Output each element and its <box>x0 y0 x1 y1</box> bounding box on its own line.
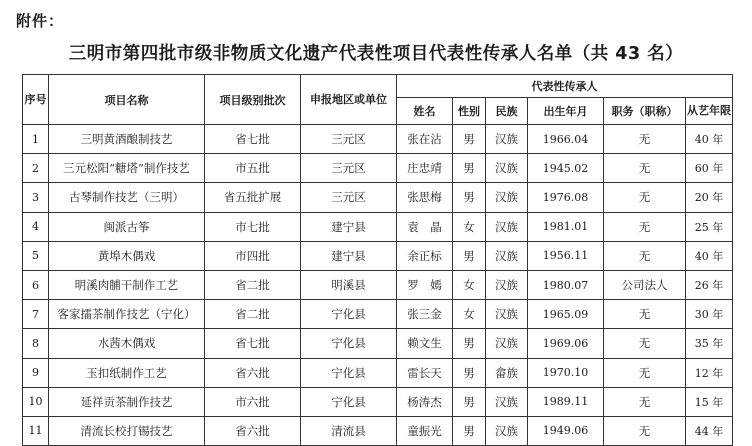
cell-ethnicity: 汉族 <box>486 212 528 241</box>
cell-level: 市四批 <box>205 241 301 270</box>
cell-level: 省二批 <box>205 300 301 329</box>
cell-position: 无 <box>604 329 686 358</box>
cell-position: 无 <box>604 125 686 154</box>
cell-position: 无 <box>604 300 686 329</box>
cell-years: 30 年 <box>686 300 733 329</box>
header-years: 从艺年限 <box>686 98 733 125</box>
cell-project: 三元松阳“糖塔”制作技艺 <box>49 154 205 183</box>
cell-gender: 女 <box>453 300 486 329</box>
cell-years: 15 年 <box>686 387 733 416</box>
cell-position: 无 <box>604 241 686 270</box>
cell-region: 宁化县 <box>301 387 397 416</box>
cell-name: 杨涛杰 <box>397 387 453 416</box>
cell-position: 无 <box>604 183 686 212</box>
cell-birth: 1965.09 <box>528 300 604 329</box>
cell-project: 古琴制作技艺（三明） <box>49 183 205 212</box>
cell-seq: 9 <box>23 358 49 387</box>
cell-gender: 男 <box>453 183 486 212</box>
cell-name: 余正标 <box>397 241 453 270</box>
cell-region: 三元区 <box>301 125 397 154</box>
table-row <box>23 329 733 358</box>
header-name: 姓名 <box>397 98 453 125</box>
cell-ethnicity: 汉族 <box>486 300 528 329</box>
header-birth: 出生年月 <box>528 98 604 125</box>
cell-level: 省六批 <box>205 358 301 387</box>
cell-region: 建宁县 <box>301 212 397 241</box>
cell-gender: 男 <box>453 241 486 270</box>
cell-region: 宁化县 <box>301 329 397 358</box>
cell-position: 无 <box>604 387 686 416</box>
header-region: 申报地区或单位 <box>301 75 397 125</box>
inheritor-table <box>22 74 733 446</box>
cell-gender: 男 <box>453 154 486 183</box>
cell-project: 闽派古筝 <box>49 212 205 241</box>
cell-name: 张三金 <box>397 300 453 329</box>
cell-position: 无 <box>604 416 686 445</box>
cell-seq: 10 <box>23 387 49 416</box>
table-row <box>23 387 733 416</box>
cell-project: 玉扣纸制作工艺 <box>49 358 205 387</box>
cell-birth: 1949.06 <box>528 416 604 445</box>
cell-position: 无 <box>604 154 686 183</box>
cell-ethnicity: 汉族 <box>486 125 528 154</box>
table-row <box>23 154 733 183</box>
cell-ethnicity: 汉族 <box>486 241 528 270</box>
cell-region: 宁化县 <box>301 300 397 329</box>
table-row <box>23 125 733 154</box>
cell-region: 宁化县 <box>301 358 397 387</box>
cell-ethnicity: 汉族 <box>486 387 528 416</box>
cell-region: 三元区 <box>301 154 397 183</box>
cell-project: 清流长校打锡技艺 <box>49 416 205 445</box>
cell-gender: 男 <box>453 125 486 154</box>
cell-birth: 1969.06 <box>528 329 604 358</box>
table-row <box>23 270 733 299</box>
cell-birth: 1989.11 <box>528 387 604 416</box>
cell-years: 44 年 <box>686 416 733 445</box>
cell-region: 清流县 <box>301 416 397 445</box>
cell-birth: 1980.07 <box>528 270 604 299</box>
table-row <box>23 241 733 270</box>
cell-seq: 5 <box>23 241 49 270</box>
cell-ethnicity: 畲族 <box>486 358 528 387</box>
cell-level: 省七批 <box>205 329 301 358</box>
cell-project: 黄埠木偶戏 <box>49 241 205 270</box>
cell-name: 雷长天 <box>397 358 453 387</box>
cell-level: 市六批 <box>205 387 301 416</box>
cell-birth: 1970.10 <box>528 358 604 387</box>
header-position: 职务（职称） <box>604 98 686 125</box>
cell-seq: 11 <box>23 416 49 445</box>
cell-region: 建宁县 <box>301 241 397 270</box>
cell-seq: 3 <box>23 183 49 212</box>
cell-years: 20 年 <box>686 183 733 212</box>
cell-level: 市七批 <box>205 212 301 241</box>
cell-project: 明溪肉脯干制作工艺 <box>49 270 205 299</box>
cell-seq: 8 <box>23 329 49 358</box>
table-row <box>23 416 733 445</box>
cell-gender: 女 <box>453 270 486 299</box>
cell-seq: 4 <box>23 212 49 241</box>
header-ethnicity: 民族 <box>486 98 528 125</box>
cell-name: 赖文生 <box>397 329 453 358</box>
cell-seq: 2 <box>23 154 49 183</box>
cell-project: 水茜木偶戏 <box>49 329 205 358</box>
cell-level: 市五批 <box>205 154 301 183</box>
cell-birth: 1945.02 <box>528 154 604 183</box>
cell-years: 26 年 <box>686 270 733 299</box>
cell-region: 明溪县 <box>301 270 397 299</box>
header-seq: 序号 <box>23 75 49 125</box>
header-gender: 性别 <box>453 98 486 125</box>
cell-ethnicity: 汉族 <box>486 270 528 299</box>
cell-name: 张思梅 <box>397 183 453 212</box>
cell-name: 庄忠靖 <box>397 154 453 183</box>
table-row <box>23 212 733 241</box>
table-row <box>23 358 733 387</box>
table-row <box>23 300 733 329</box>
cell-years: 40 年 <box>686 241 733 270</box>
cell-birth: 1966.04 <box>528 125 604 154</box>
header-inheritor-group: 代表性传承人 <box>397 75 733 98</box>
cell-position: 无 <box>604 358 686 387</box>
cell-years: 40 年 <box>686 125 733 154</box>
cell-birth: 1956.11 <box>528 241 604 270</box>
cell-years: 60 年 <box>686 154 733 183</box>
cell-seq: 6 <box>23 270 49 299</box>
cell-years: 35 年 <box>686 329 733 358</box>
cell-gender: 男 <box>453 358 486 387</box>
cell-seq: 1 <box>23 125 49 154</box>
cell-birth: 1981.01 <box>528 212 604 241</box>
cell-project: 客家擂茶制作技艺（宁化） <box>49 300 205 329</box>
cell-ethnicity: 汉族 <box>486 329 528 358</box>
cell-project: 延祥贡茶制作技艺 <box>49 387 205 416</box>
cell-name: 袁 晶 <box>397 212 453 241</box>
cell-level: 省六批 <box>205 416 301 445</box>
cell-ethnicity: 汉族 <box>486 416 528 445</box>
cell-name: 童振光 <box>397 416 453 445</box>
cell-years: 25 年 <box>686 212 733 241</box>
cell-name: 罗 嫣 <box>397 270 453 299</box>
cell-ethnicity: 汉族 <box>486 154 528 183</box>
cell-name: 张在沾 <box>397 125 453 154</box>
cell-ethnicity: 汉族 <box>486 183 528 212</box>
attachment-label: 附件： <box>16 12 65 30</box>
cell-region: 三元区 <box>301 183 397 212</box>
cell-gender: 男 <box>453 416 486 445</box>
cell-position: 公司法人 <box>604 270 686 299</box>
document-title: 三明市第四批市级非物质文化遗产代表性项目代表性传承人名单（共 43 名） <box>68 44 684 64</box>
table-row <box>23 183 733 212</box>
cell-birth: 1976.08 <box>528 183 604 212</box>
header-level: 项目级别批次 <box>205 75 301 125</box>
cell-level: 省七批 <box>205 125 301 154</box>
cell-position: 无 <box>604 212 686 241</box>
cell-seq: 7 <box>23 300 49 329</box>
cell-level: 省二批 <box>205 270 301 299</box>
cell-project: 三明黄酒酿制技艺 <box>49 125 205 154</box>
cell-years: 12 年 <box>686 358 733 387</box>
cell-level: 省五批扩展 <box>205 183 301 212</box>
cell-gender: 男 <box>453 387 486 416</box>
header-project: 项目名称 <box>49 75 205 125</box>
cell-gender: 男 <box>453 329 486 358</box>
cell-gender: 女 <box>453 212 486 241</box>
